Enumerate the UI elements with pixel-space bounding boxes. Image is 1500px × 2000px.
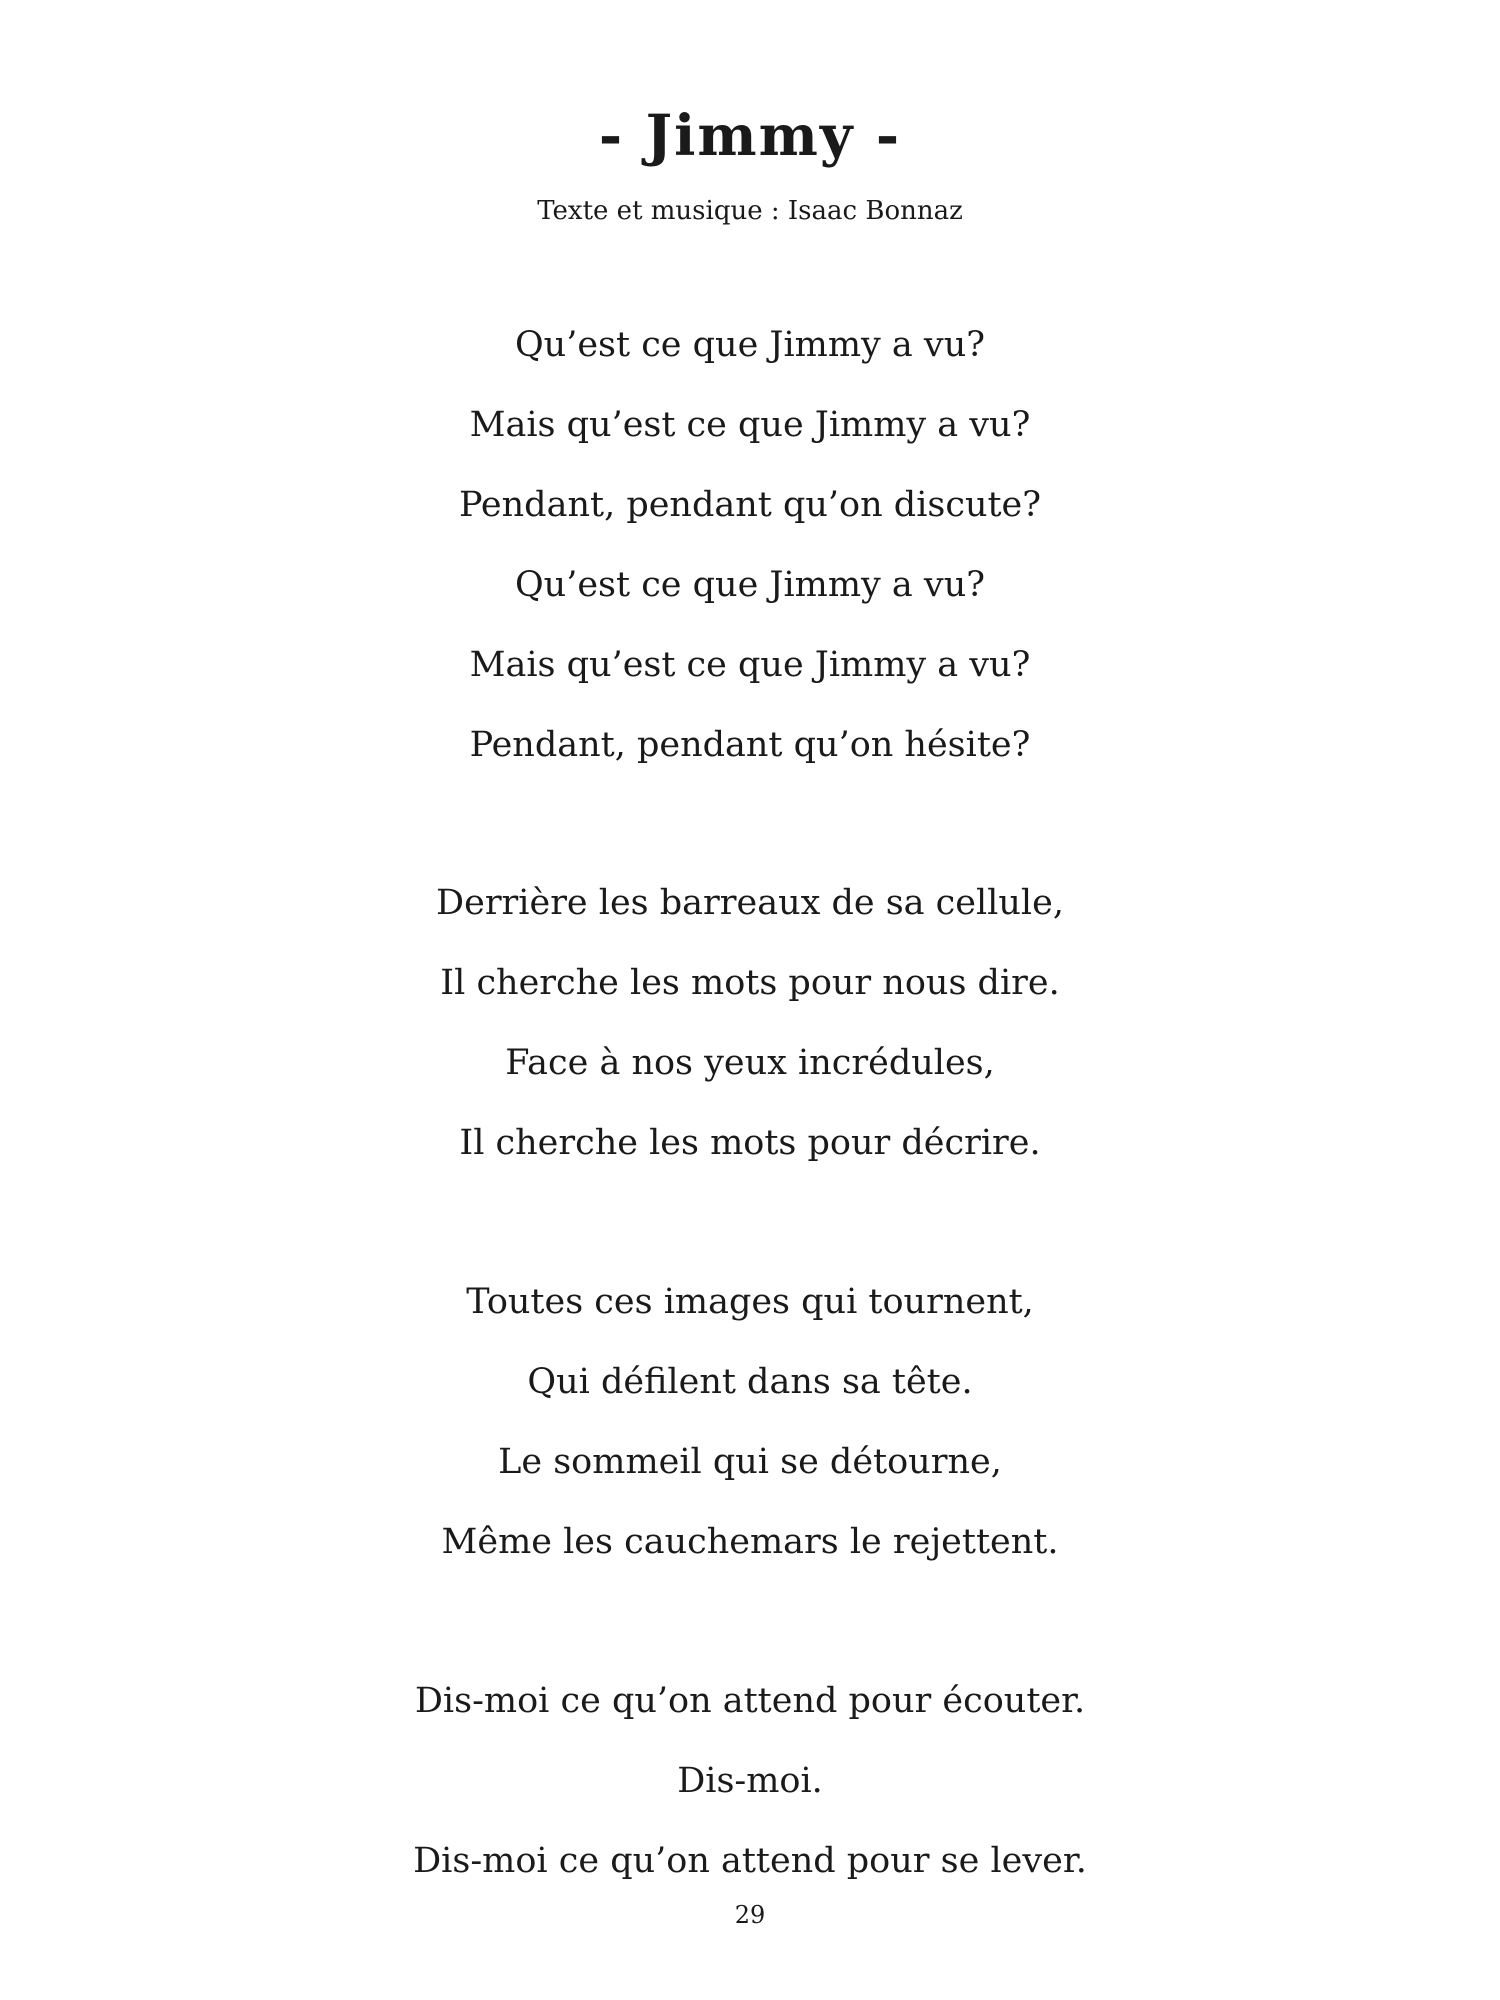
verse-line: Dis-moi ce qu’on attend pour se lever. bbox=[413, 1841, 1087, 1881]
verse-line: Pendant, pendant qu’on hésite? bbox=[469, 725, 1031, 765]
verse-line: Dis-moi. bbox=[677, 1761, 823, 1801]
verse-line: Le sommeil qui se détourne, bbox=[498, 1442, 1002, 1482]
page-number: 29 bbox=[734, 1901, 766, 1929]
verse-line: Qu’est ce que Jimmy a vu? bbox=[514, 325, 986, 365]
song-credits: Texte et musique : Isaac Bonnaz bbox=[537, 196, 963, 226]
verse-line: Dis-moi ce qu’on attend pour écouter. bbox=[414, 1681, 1086, 1721]
verse-line: Il cherche les mots pour décrire. bbox=[459, 1123, 1041, 1163]
verse-line: Derrière les barreaux de sa cellule, bbox=[436, 883, 1064, 923]
stanza-4 bbox=[0, 1661, 1500, 1901]
verse-line: Il cherche les mots pour nous dire. bbox=[440, 963, 1060, 1003]
verse-line: Qu’est ce que Jimmy a vu? bbox=[514, 565, 986, 605]
stanza-3 bbox=[0, 1262, 1500, 1582]
verse-line: Même les cauchemars le rejettent. bbox=[441, 1522, 1059, 1562]
verse-line: Qui défilent dans sa tête. bbox=[527, 1362, 973, 1402]
stanza-2 bbox=[0, 863, 1500, 1183]
verse-line: Pendant, pendant qu’on discute? bbox=[458, 485, 1042, 525]
stanza-1 bbox=[0, 305, 1500, 785]
verse-line: Mais qu’est ce que Jimmy a vu? bbox=[469, 645, 1031, 685]
verse-line: Mais qu’est ce que Jimmy a vu? bbox=[469, 405, 1031, 445]
verse-line: Toutes ces images qui tournent, bbox=[466, 1282, 1034, 1322]
verse-line: Face à nos yeux incrédules, bbox=[505, 1043, 995, 1083]
song-title: - Jimmy - bbox=[598, 103, 902, 169]
